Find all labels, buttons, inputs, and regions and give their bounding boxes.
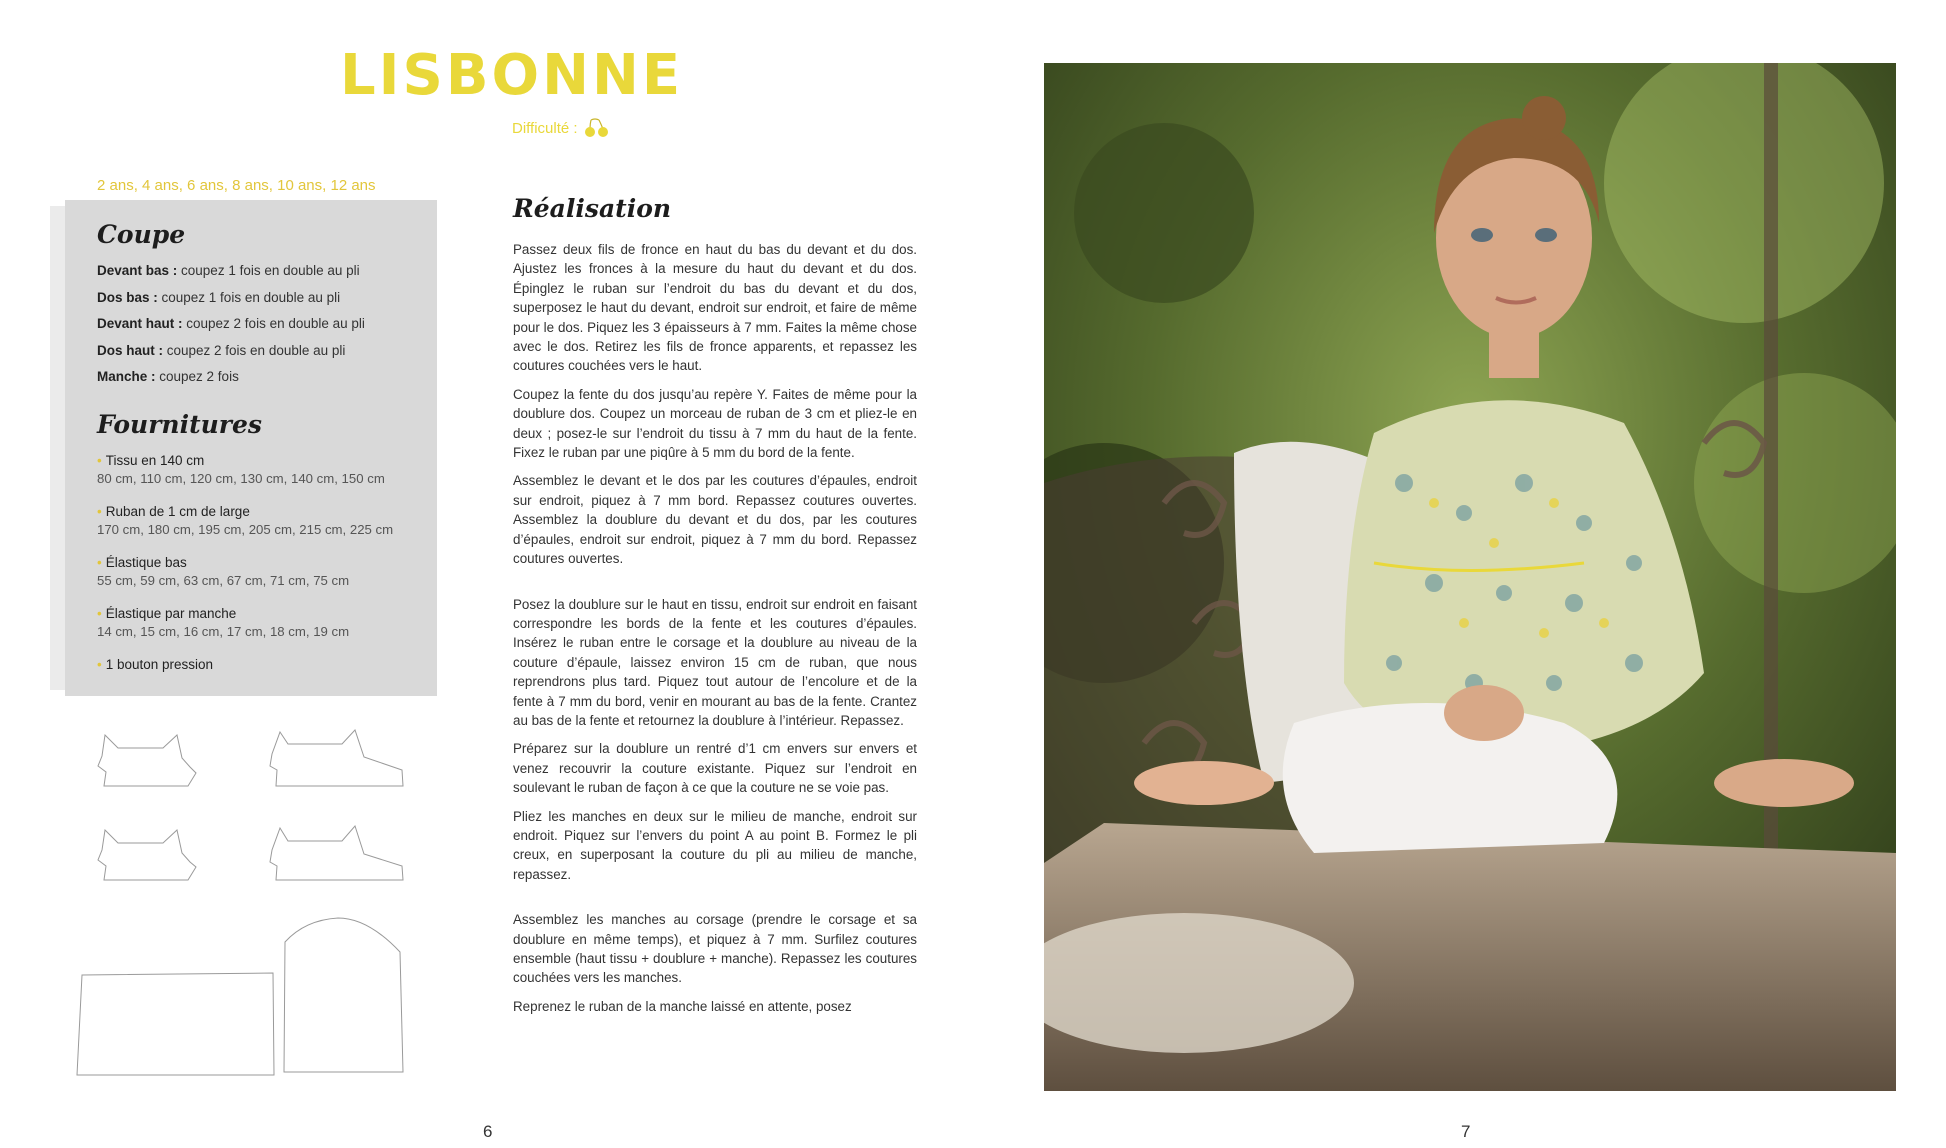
pattern-piece-devant-haut xyxy=(98,735,196,786)
paragraph: Passez deux fils de fronce en haut du bas du devant et du dos. Ajustez les fronces à la mesure du haut du devant et du dos. Épinglez le ruban sur l’endroit du bas du devant et du dos, superposez le haut du devant, endroit sur endroit, et faire de même pour le dos. Piquez les 3 épaisseurs à 7 mm. Faites la même chose avec le dos. Retirez les fils de fronce apparents, et repassez les coutures couchées vers le haut. xyxy=(513,242,917,374)
paragraph: Reprenez le ruban de la manche laissé en attente, posez xyxy=(513,998,852,1014)
fourniture-name: • Élastique bas xyxy=(97,555,187,570)
paragraph: Préparez sur la doublure un rentré d’1 cm envers sur envers et venez recouvrir la couture existante. Piquez sur l’endroit en soulevant le ruban de façon à ce que la couture ne se voie pas. xyxy=(513,741,917,796)
photo-girl-on-daybed xyxy=(1044,63,1896,1091)
pattern-pieces-diagram xyxy=(70,720,420,1085)
fourniture-name: • 1 bouton pression xyxy=(97,657,214,672)
coupe-list xyxy=(97,262,365,395)
realisation-heading: Réalisation xyxy=(513,194,672,223)
coupe-item: Devant bas : coupez 1 fois en double au pli xyxy=(97,263,360,278)
pattern-piece-manche xyxy=(284,918,403,1072)
pattern-piece-dos-haut xyxy=(270,730,403,786)
coupe-item: Dos bas : coupez 1 fois en double au pli xyxy=(97,289,341,305)
difficulty-label: Difficulté : xyxy=(512,119,578,137)
paragraph: Pliez les manches en deux sur le milieu de manche, endroit sur endroit. Piquez sur l’envers du point A au point B. Formez le pli creux, en superposant la couture du pli au milieu de manche, repassez. xyxy=(513,808,917,882)
fourniture-name: • Élastique par manche xyxy=(97,606,237,621)
fourniture-name: • Ruban de 1 cm de large xyxy=(97,504,250,519)
paragraph: Assemblez le devant et le dos par les coutures d’épaules, endroit sur endroit, piquez à 7 mm bord. Repassez coutures ouvertes. Assemblez la doublure du devant et du dos, par les coutures d’épaules, endroit sur endroit, piquez à 7 mm du bord. Repassez coutures ouvertes. xyxy=(513,473,917,567)
coupe-item: Devant haut : coupez 2 fois en double au pli xyxy=(97,316,365,332)
fourniture-values: 14 cm, 15 cm, 16 cm, 17 cm, 18 cm, 19 cm xyxy=(97,624,350,639)
paragraph: Assemblez les manches au corsage (prendre le corsage et sa doublure en même temps), et piquez à 7 mm. Surfilez coutures ensemble (haut tissu + doublure + manche). Repassez les coutures couchées vers les manches. xyxy=(513,912,917,986)
pattern-piece-bas xyxy=(77,973,274,1075)
pattern-piece-dos-haut-doublure xyxy=(270,826,403,880)
fournitures-heading: Fournitures xyxy=(97,410,262,439)
realisation-text xyxy=(513,240,917,1016)
coupe-item: Manche : coupez 2 fois xyxy=(97,369,239,385)
fourniture-values: 80 cm, 110 cm, 120 cm, 130 cm, 140 cm, 150 cm xyxy=(97,471,385,486)
fourniture-values: 170 cm, 180 cm, 195 cm, 205 cm, 215 cm, 225 cm xyxy=(97,522,394,537)
cherry-icon xyxy=(582,118,612,138)
photo-illustration xyxy=(1044,63,1896,1091)
fourniture-name: • Tissu en 140 cm xyxy=(97,453,205,468)
pattern-piece-devant-haut-doublure xyxy=(98,830,196,880)
page-number-right: 7 xyxy=(1461,1122,1471,1141)
page-title: LISBONNE xyxy=(340,43,684,108)
page-number-left: 6 xyxy=(483,1122,493,1141)
coupe-heading: Coupe xyxy=(97,220,186,249)
sizes-list: 2 ans, 4 ans, 6 ans, 8 ans, 10 ans, 12 ans xyxy=(97,177,376,194)
difficulty-rating xyxy=(512,118,612,138)
paragraph: Coupez la fente du dos jusqu’au repère Y. Faites de même pour la doublure dos. Coupez un morceau de ruban de 3 cm et pliez-le en deux ; posez-le sur l’endroit du tissu à 7 mm du haut de la fente. Fixez le ruban par une piqûre à 5 mm du bord de la fente. xyxy=(513,386,917,461)
paragraph: Posez la doublure sur le haut en tissu, endroit sur endroit en faisant correspondre les bords de la fente et les coutures d’épaules. Insérez le ruban entre le corsage et la doublure au niveau de la couture d’épaule, laissez environ 15 cm de ruban, que nous reprendrons plus tard. Piquez tout autour de l’encolure et de la fente à 7 mm du bord, venir en mourant au bas de la fente. Crantez au bas de la fente et retournez la doublure à l’intérieur. Repassez. xyxy=(513,596,917,728)
fourniture-values: 55 cm, 59 cm, 63 cm, 67 cm, 71 cm, 75 cm xyxy=(97,573,350,588)
coupe-item: Dos haut : coupez 2 fois en double au pli xyxy=(97,342,346,358)
fournitures-list xyxy=(97,452,393,674)
